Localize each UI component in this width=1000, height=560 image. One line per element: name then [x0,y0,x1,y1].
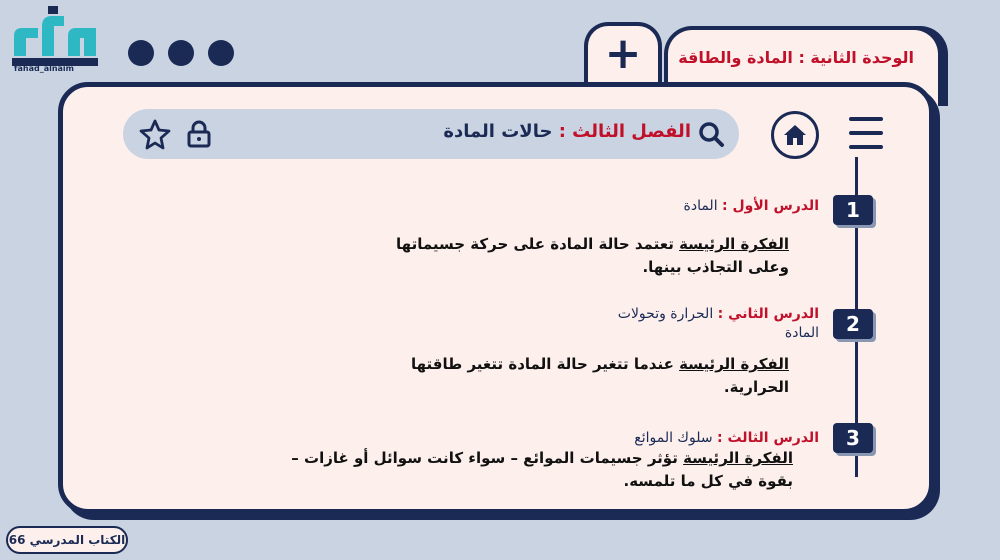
lesson-2-idea-label: الفكرة الرئيسة [679,355,789,373]
content-card [58,82,934,514]
lesson-3-name: سلوك الموائع [634,430,713,446]
menu-line [849,117,883,121]
plus-icon: + [604,28,642,79]
logo-caption: fahad_alnaim [14,64,75,73]
footer-page-label [6,526,128,554]
unit-title [678,48,914,67]
lesson-2-number: 2 [833,309,873,339]
lock-icon[interactable] [187,120,211,148]
menu-icon[interactable] [849,117,883,149]
footer-page-number: 66 [8,533,26,547]
unit-name: المادة والطاقة [678,48,793,67]
lesson-1-idea-text: تعتمد حالة المادة على حركة جسيماتها وعلى التجاذب بينها. [396,235,789,276]
unit-label: الوحدة الثانية : [798,48,914,67]
lesson-2-label: الدرس الثاني : [717,306,819,322]
lesson-3-number: 3 [833,423,873,453]
dot-3 [208,40,234,66]
window-dots [128,40,234,66]
search-bar[interactable] [123,109,739,159]
lesson-2-idea-text: عندما تتغير حالة المادة تتغير طاقتها الحرارية. [410,355,789,396]
search-text [443,121,691,142]
lesson-2-title [603,305,819,343]
menu-line [849,131,883,135]
chapter-name: حالات المادة [443,121,553,142]
lesson-1-idea [379,233,789,279]
star-icon[interactable] [139,118,171,150]
lesson-3-idea-label: الفكرة الرئيسة [683,449,793,467]
lesson-3-idea [263,447,793,493]
chapter-label: الفصل الثالث : [558,121,691,142]
lesson-1-name: المادة [683,198,718,214]
lesson-3-title [583,429,819,448]
dot-2 [168,40,194,66]
home-button[interactable] [771,111,819,159]
lesson-3-idea-text: تؤثر جسيمات الموائع – سواء كانت سوائل أو غازات – بقوة في كل ما تلمسه. [291,449,793,490]
lesson-1-title [623,197,819,216]
lesson-3-label: الدرس الثالث : [717,430,819,446]
lesson-1-label: الدرس الأول : [722,198,819,214]
lesson-2-name: الحرارة وتحولات المادة [617,306,819,341]
search-icon[interactable] [697,120,725,148]
lesson-2-idea [353,353,789,399]
footer-book-label: الكتاب المدرسي [29,533,126,547]
dot-1 [128,40,154,66]
lesson-1-number: 1 [833,195,873,225]
home-icon [783,124,807,146]
lesson-1-idea-label: الفكرة الرئيسة [679,235,789,253]
menu-line [849,145,883,149]
